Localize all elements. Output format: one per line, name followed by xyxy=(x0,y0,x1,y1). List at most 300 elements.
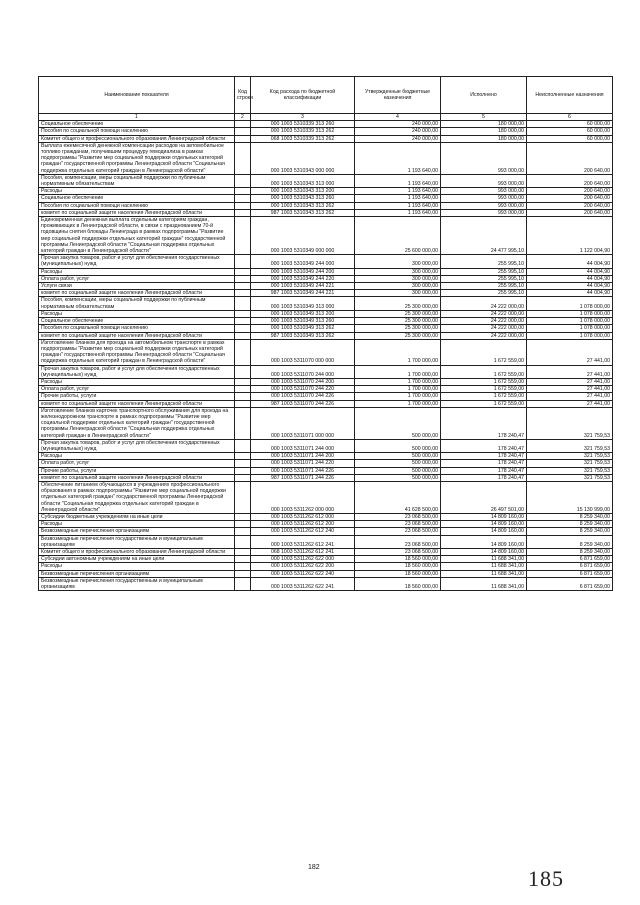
row-line-code xyxy=(235,202,251,209)
row-line-code xyxy=(235,460,251,467)
row-name: Социальное обеспечение xyxy=(39,195,235,202)
row-approved: 18 560 000,00 xyxy=(355,563,441,570)
row-executed: 14 809 160,00 xyxy=(441,549,527,556)
row-executed: 255 995,10 xyxy=(441,290,527,297)
row-unexecuted: 321 759,53 xyxy=(527,407,613,439)
row-executed: 24 222 000,00 xyxy=(441,325,527,332)
table-row xyxy=(39,453,613,460)
table-row xyxy=(39,142,613,174)
row-executed: 993 000,00 xyxy=(441,209,527,216)
row-unexecuted: 200 640,00 xyxy=(527,202,613,209)
row-line-code xyxy=(235,290,251,297)
table-row xyxy=(39,202,613,209)
row-budget-code: 000 1003 5311070 000 000 xyxy=(251,339,355,365)
row-budget-code: 000 1003 5310349 244 200 xyxy=(251,268,355,275)
row-name: Изготовление бланков карточек транспортного обслуживания для проезда на железнодорожном транспорте в рамках подпрограммы "Развитие мер социальной поддержки отдельных категорий граждан" государственной программы Ленинградской области "Социальная поддержка отдельных категорий граждан в Ленинградской области" xyxy=(39,407,235,439)
row-name: Пособия по социальной помощи населению xyxy=(39,128,235,135)
page-number: 182 xyxy=(308,864,320,871)
row-approved: 1 700 000,00 xyxy=(355,393,441,400)
row-unexecuted: 1 078 000,00 xyxy=(527,310,613,317)
row-unexecuted: 8 259 340,00 xyxy=(527,513,613,520)
row-line-code xyxy=(235,535,251,548)
table-row xyxy=(39,577,613,590)
row-approved: 1 700 000,00 xyxy=(355,386,441,393)
row-approved: 25 300 000,00 xyxy=(355,332,441,339)
row-approved: 500 000,00 xyxy=(355,453,441,460)
header-approved: Утвержденные бюджетные назначения xyxy=(355,77,441,114)
row-line-code xyxy=(235,188,251,195)
row-approved: 23 068 500,00 xyxy=(355,513,441,520)
row-executed: 180 000,00 xyxy=(441,135,527,142)
row-approved: 1 193 640,00 xyxy=(355,209,441,216)
row-line-code xyxy=(235,255,251,268)
row-executed: 993 000,00 xyxy=(441,142,527,174)
table-row xyxy=(39,268,613,275)
row-name: Расходы xyxy=(39,563,235,570)
row-unexecuted: 6 871 659,00 xyxy=(527,556,613,563)
row-line-code xyxy=(235,121,251,128)
row-name: Обеспечение питанием обучающихся в учреждениях профессионального образования в рамках подпрограммы "Развитие мер социальной поддержки отдельных категорий граждан" государственной программы Ленинградской области "Социальная поддержка отдельных категорий граждан в Ленинградской области" xyxy=(39,481,235,513)
header-budget-code: Код расхода по бюджетной классификации xyxy=(251,77,355,114)
table-row xyxy=(39,121,613,128)
row-budget-code: 000 1003 5311070 244 000 xyxy=(251,365,355,378)
row-name: Прочая закупка товаров, работ и услуг для обеспечения государственных (муниципальных) нужд xyxy=(39,365,235,378)
row-name: Комитет общего и профессионального образования Ленинградской области xyxy=(39,135,235,142)
row-approved: 300 000,00 xyxy=(355,290,441,297)
row-unexecuted: 27 441,00 xyxy=(527,378,613,385)
row-budget-code: 000 1003 5310349 313 000 xyxy=(251,297,355,310)
row-approved: 240 000,00 xyxy=(355,135,441,142)
row-line-code xyxy=(235,142,251,174)
row-budget-code: 000 1003 5310349 313 200 xyxy=(251,310,355,317)
row-unexecuted: 44 004,90 xyxy=(527,255,613,268)
row-unexecuted: 1 078 000,00 xyxy=(527,325,613,332)
table-row xyxy=(39,378,613,385)
row-executed: 993 000,00 xyxy=(441,174,527,187)
row-unexecuted: 60 000,00 xyxy=(527,135,613,142)
row-budget-code: 000 1003 5311070 244 200 xyxy=(251,378,355,385)
table-row xyxy=(39,365,613,378)
row-approved: 300 000,00 xyxy=(355,255,441,268)
table-row xyxy=(39,549,613,556)
row-unexecuted: 15 130 999,00 xyxy=(527,481,613,513)
table-row xyxy=(39,528,613,535)
row-budget-code: 987 1003 5311071 244 226 xyxy=(251,474,355,481)
row-approved: 23 068 500,00 xyxy=(355,521,441,528)
row-approved: 500 000,00 xyxy=(355,474,441,481)
row-budget-code: 000 1003 5311070 244 226 xyxy=(251,393,355,400)
table-row xyxy=(39,481,613,513)
row-budget-code: 000 1003 5311262 622 200 xyxy=(251,563,355,570)
row-line-code xyxy=(235,128,251,135)
row-budget-code: 068 1003 5311262 612 241 xyxy=(251,549,355,556)
row-budget-code: 000 1003 5310349 000 000 xyxy=(251,217,355,255)
row-budget-code: 000 1003 5311262 622 000 xyxy=(251,556,355,563)
table-row xyxy=(39,513,613,520)
row-line-code xyxy=(235,467,251,474)
row-line-code xyxy=(235,332,251,339)
row-line-code xyxy=(235,400,251,407)
row-line-code xyxy=(235,283,251,290)
row-unexecuted: 27 441,00 xyxy=(527,365,613,378)
row-name: Оплата работ, услуг xyxy=(39,386,235,393)
row-executed: 180 000,00 xyxy=(441,121,527,128)
table-row xyxy=(39,310,613,317)
row-budget-code: 000 1003 5310339 313 260 xyxy=(251,121,355,128)
row-executed: 255 995,10 xyxy=(441,283,527,290)
row-approved: 1 193 640,00 xyxy=(355,174,441,187)
table-row xyxy=(39,563,613,570)
table-row xyxy=(39,439,613,452)
row-approved: 1 700 000,00 xyxy=(355,400,441,407)
handwritten-page-stamp: 185 xyxy=(528,866,564,891)
row-approved: 18 560 000,00 xyxy=(355,577,441,590)
row-executed: 24 222 000,00 xyxy=(441,310,527,317)
row-name: Пособия по социальной помощи населению xyxy=(39,325,235,332)
table-row xyxy=(39,556,613,563)
row-name: Расходы xyxy=(39,188,235,195)
table-row xyxy=(39,174,613,187)
row-line-code xyxy=(235,275,251,282)
table-header-row xyxy=(39,77,613,114)
row-executed: 24 222 000,00 xyxy=(441,332,527,339)
row-unexecuted: 44 004,90 xyxy=(527,283,613,290)
row-line-code xyxy=(235,393,251,400)
row-approved: 300 000,00 xyxy=(355,275,441,282)
row-executed: 24 222 000,00 xyxy=(441,318,527,325)
row-budget-code: 068 1003 5310339 313 262 xyxy=(251,135,355,142)
row-line-code xyxy=(235,310,251,317)
row-line-code xyxy=(235,528,251,535)
row-approved: 25 300 000,00 xyxy=(355,325,441,332)
row-executed: 26 497 501,00 xyxy=(441,481,527,513)
row-budget-code: 000 1003 5311262 612 200 xyxy=(251,521,355,528)
row-executed: 993 000,00 xyxy=(441,188,527,195)
row-budget-code: 000 1003 5311071 244 226 xyxy=(251,467,355,474)
row-name: комитет по социальной защите населения Ленинградской области xyxy=(39,209,235,216)
row-line-code xyxy=(235,135,251,142)
row-executed: 178 240,47 xyxy=(441,407,527,439)
row-line-code xyxy=(235,318,251,325)
row-name: Субсидии автономным учреждениям на иные цели xyxy=(39,556,235,563)
row-approved: 25 300 000,00 xyxy=(355,310,441,317)
column-number: 6 xyxy=(527,114,613,121)
row-approved: 25 300 000,00 xyxy=(355,297,441,310)
row-unexecuted: 8 259 340,00 xyxy=(527,535,613,548)
row-unexecuted: 321 759,53 xyxy=(527,453,613,460)
table-row xyxy=(39,195,613,202)
table-row xyxy=(39,570,613,577)
row-executed: 1 672 559,00 xyxy=(441,386,527,393)
row-unexecuted: 8 259 340,00 xyxy=(527,549,613,556)
row-line-code xyxy=(235,339,251,365)
row-unexecuted: 6 871 659,00 xyxy=(527,563,613,570)
row-unexecuted: 1 078 000,00 xyxy=(527,332,613,339)
row-line-code xyxy=(235,268,251,275)
row-budget-code: 000 1003 5310349 313 260 xyxy=(251,318,355,325)
row-unexecuted: 1 078 000,00 xyxy=(527,297,613,310)
row-approved: 25 600 000,00 xyxy=(355,217,441,255)
row-line-code xyxy=(235,365,251,378)
header-executed: Исполнено xyxy=(441,77,527,114)
row-line-code xyxy=(235,453,251,460)
row-approved: 41 628 500,00 xyxy=(355,481,441,513)
row-executed: 178 240,47 xyxy=(441,460,527,467)
table-row xyxy=(39,535,613,548)
table-row xyxy=(39,467,613,474)
row-approved: 1 193 640,00 xyxy=(355,195,441,202)
row-executed: 14 809 160,00 xyxy=(441,521,527,528)
row-line-code xyxy=(235,481,251,513)
column-number: 3 xyxy=(251,114,355,121)
row-line-code xyxy=(235,378,251,385)
table-row xyxy=(39,386,613,393)
table-row xyxy=(39,393,613,400)
row-approved: 23 068 500,00 xyxy=(355,535,441,548)
row-name: Расходы xyxy=(39,378,235,385)
row-unexecuted: 60 000,00 xyxy=(527,121,613,128)
column-number: 1 xyxy=(39,114,235,121)
row-name: Выплата ежемесячной денежной компенсации расходов на автомобильное топливо гражданам, получившим процедуру гемодиализа в рамках подпрограммы "Развитие мер социальной поддержки отдельных категорий граждан" государственной программы Ленинградской области "Социальная поддержка отдельных категорий граждан в Ленинградской области" xyxy=(39,142,235,174)
row-name: Безвозмездные перечисления организациям xyxy=(39,528,235,535)
table-row xyxy=(39,521,613,528)
row-executed: 993 000,00 xyxy=(441,195,527,202)
row-unexecuted: 27 441,00 xyxy=(527,400,613,407)
row-executed: 255 995,10 xyxy=(441,275,527,282)
row-budget-code: 000 1003 5310343 313 260 xyxy=(251,195,355,202)
table-body xyxy=(39,121,613,591)
table-row xyxy=(39,400,613,407)
row-unexecuted: 200 640,00 xyxy=(527,174,613,187)
row-name: Расходы xyxy=(39,453,235,460)
row-budget-code: 000 1003 5311071 244 200 xyxy=(251,453,355,460)
row-budget-code: 000 1003 5311070 244 220 xyxy=(251,386,355,393)
row-executed: 24 222 000,00 xyxy=(441,297,527,310)
table-row xyxy=(39,474,613,481)
row-budget-code: 000 1003 5310349 313 262 xyxy=(251,325,355,332)
row-executed: 14 809 160,00 xyxy=(441,535,527,548)
row-line-code xyxy=(235,577,251,590)
row-budget-code: 987 1003 5310349 313 262 xyxy=(251,332,355,339)
row-name: комитет по социальной защите населения Ленинградской области xyxy=(39,332,235,339)
row-executed: 11 688 341,00 xyxy=(441,577,527,590)
row-line-code xyxy=(235,563,251,570)
row-unexecuted: 27 441,00 xyxy=(527,339,613,365)
row-line-code xyxy=(235,407,251,439)
row-approved: 500 000,00 xyxy=(355,439,441,452)
row-unexecuted: 321 759,53 xyxy=(527,474,613,481)
column-numbers-row xyxy=(39,114,613,121)
row-budget-code: 000 1003 5311262 612 241 xyxy=(251,535,355,548)
row-name: Оплата работ, услуг xyxy=(39,275,235,282)
row-line-code xyxy=(235,513,251,520)
row-unexecuted: 6 871 659,00 xyxy=(527,570,613,577)
row-unexecuted: 321 759,53 xyxy=(527,460,613,467)
row-name: Пособия, компенсации, меры социальной поддержки по публичным нормативным обязательствам xyxy=(39,174,235,187)
table-row xyxy=(39,407,613,439)
table-row xyxy=(39,188,613,195)
row-line-code xyxy=(235,174,251,187)
row-executed: 11 688 341,00 xyxy=(441,563,527,570)
row-unexecuted: 200 640,00 xyxy=(527,188,613,195)
row-name: Безвозмездные перечисления государственным и муниципальным организациям xyxy=(39,535,235,548)
row-approved: 500 000,00 xyxy=(355,407,441,439)
row-executed: 255 995,10 xyxy=(441,268,527,275)
row-name: Субсидии бюджетным учреждениям на иные цели xyxy=(39,513,235,520)
row-approved: 18 560 000,00 xyxy=(355,570,441,577)
table-row xyxy=(39,283,613,290)
row-unexecuted: 60 000,00 xyxy=(527,128,613,135)
header-name: Наименование показателя xyxy=(39,77,235,114)
row-approved: 1 193 640,00 xyxy=(355,188,441,195)
row-executed: 178 240,47 xyxy=(441,439,527,452)
row-line-code xyxy=(235,521,251,528)
row-line-code xyxy=(235,556,251,563)
row-budget-code: 000 1003 5310349 244 220 xyxy=(251,275,355,282)
row-unexecuted: 27 441,00 xyxy=(527,393,613,400)
row-name: Расходы xyxy=(39,310,235,317)
column-number: 5 xyxy=(441,114,527,121)
row-budget-code: 000 1003 5310343 313 200 xyxy=(251,188,355,195)
row-name: Расходы xyxy=(39,521,235,528)
row-executed: 1 672 559,00 xyxy=(441,400,527,407)
table-row xyxy=(39,217,613,255)
row-budget-code: 000 1003 5311071 244 220 xyxy=(251,460,355,467)
row-line-code xyxy=(235,325,251,332)
row-name: Социальное обеспечение xyxy=(39,318,235,325)
row-unexecuted: 27 441,00 xyxy=(527,386,613,393)
row-name: Расходы xyxy=(39,268,235,275)
row-approved: 300 000,00 xyxy=(355,268,441,275)
row-executed: 14 809 160,00 xyxy=(441,513,527,520)
row-executed: 993 000,00 xyxy=(441,202,527,209)
table-row xyxy=(39,332,613,339)
budget-table xyxy=(38,76,613,591)
row-executed: 255 995,10 xyxy=(441,255,527,268)
row-executed: 1 672 559,00 xyxy=(441,393,527,400)
row-unexecuted: 321 759,53 xyxy=(527,439,613,452)
row-approved: 1 700 000,00 xyxy=(355,339,441,365)
row-budget-code: 000 1003 5311262 000 000 xyxy=(251,481,355,513)
row-name: Социальное обеспечение xyxy=(39,121,235,128)
table-row xyxy=(39,318,613,325)
row-budget-code: 000 1003 5310349 244 000 xyxy=(251,255,355,268)
row-unexecuted: 8 259 340,00 xyxy=(527,528,613,535)
row-executed: 1 672 559,00 xyxy=(441,365,527,378)
row-line-code xyxy=(235,549,251,556)
row-executed: 178 240,47 xyxy=(441,453,527,460)
row-approved: 1 193 640,00 xyxy=(355,202,441,209)
row-unexecuted: 44 004,90 xyxy=(527,290,613,297)
row-name: Оплата работ, услуг xyxy=(39,460,235,467)
row-approved: 18 560 000,00 xyxy=(355,556,441,563)
row-unexecuted: 6 871 659,00 xyxy=(527,577,613,590)
row-line-code xyxy=(235,297,251,310)
row-budget-code: 000 1003 5310343 313 000 xyxy=(251,174,355,187)
row-budget-code: 000 1003 5311262 622 241 xyxy=(251,577,355,590)
row-approved: 23 068 500,00 xyxy=(355,549,441,556)
row-approved: 23 068 500,00 xyxy=(355,528,441,535)
row-line-code xyxy=(235,209,251,216)
row-approved: 240 000,00 xyxy=(355,121,441,128)
row-name: Прочие работы, услуги xyxy=(39,467,235,474)
table-row xyxy=(39,209,613,216)
column-number: 4 xyxy=(355,114,441,121)
row-unexecuted: 1 078 000,00 xyxy=(527,318,613,325)
row-name: комитет по социальной защите населения Ленинградской области xyxy=(39,290,235,297)
table-row xyxy=(39,275,613,282)
row-budget-code: 000 1003 5311071 244 000 xyxy=(251,439,355,452)
row-name: комитет по социальной защите населения Ленинградской области xyxy=(39,400,235,407)
row-approved: 300 000,00 xyxy=(355,283,441,290)
row-name: Единовременная денежная выплата отдельным категориям граждан, проживающих в Ленинградской области, в связи с празднованием 70-й годовщины снятия блокады Ленинграда в рамках подпрограммы "Развитие мер социальной поддержки отдельных категорий граждан" государственной программы Ленинградской области "Социальная поддержка отдельных категорий граждан в Ленинградской области" xyxy=(39,217,235,255)
column-number: 2 xyxy=(235,114,251,121)
row-unexecuted: 200 640,00 xyxy=(527,195,613,202)
row-name: Комитет общего и профессионального образования Ленинградской области xyxy=(39,549,235,556)
table-row xyxy=(39,339,613,365)
row-executed: 1 672 559,00 xyxy=(441,339,527,365)
row-name: Изготовление бланков для проезда на автомобильном транспорте в рамках подпрограммы "Развитие мер социальной поддержки отдельных категорий граждан" государственной программы Ленинградской области "Социальная поддержка отдельных категорий граждан в Ленинградской области" xyxy=(39,339,235,365)
row-line-code xyxy=(235,439,251,452)
row-name: Безвозмездные перечисления организациям xyxy=(39,570,235,577)
row-approved: 500 000,00 xyxy=(355,460,441,467)
row-executed: 11 688 341,00 xyxy=(441,570,527,577)
row-line-code xyxy=(235,570,251,577)
row-name: Услуги связи xyxy=(39,283,235,290)
table-row xyxy=(39,255,613,268)
row-executed: 180 000,00 xyxy=(441,128,527,135)
row-budget-code: 000 1003 5311262 612 240 xyxy=(251,528,355,535)
row-executed: 1 672 559,00 xyxy=(441,378,527,385)
row-unexecuted: 44 004,90 xyxy=(527,268,613,275)
row-unexecuted: 8 259 340,00 xyxy=(527,521,613,528)
row-budget-code: 000 1003 5311262 612 000 xyxy=(251,513,355,520)
row-budget-code: 000 1003 5310343 000 000 xyxy=(251,142,355,174)
row-executed: 14 809 160,00 xyxy=(441,528,527,535)
row-unexecuted: 200 640,00 xyxy=(527,209,613,216)
row-budget-code: 000 1003 5310339 313 262 xyxy=(251,128,355,135)
table-row xyxy=(39,128,613,135)
row-budget-code: 987 1003 5310343 313 262 xyxy=(251,209,355,216)
row-executed: 11 688 341,00 xyxy=(441,556,527,563)
row-name: Безвозмездные перечисления государственным и муниципальным организациям xyxy=(39,577,235,590)
table-row xyxy=(39,135,613,142)
row-unexecuted: 44 004,90 xyxy=(527,275,613,282)
row-line-code xyxy=(235,217,251,255)
row-budget-code: 000 1003 5311262 622 240 xyxy=(251,570,355,577)
row-unexecuted: 1 122 004,90 xyxy=(527,217,613,255)
row-name: Пособия по социальной помощи населению xyxy=(39,202,235,209)
row-budget-code: 000 1003 5310349 244 221 xyxy=(251,283,355,290)
row-executed: 178 240,47 xyxy=(441,467,527,474)
row-budget-code: 000 1003 5311071 000 000 xyxy=(251,407,355,439)
table-row xyxy=(39,460,613,467)
table-row xyxy=(39,325,613,332)
row-approved: 500 000,00 xyxy=(355,467,441,474)
table-row xyxy=(39,297,613,310)
row-executed: 178 240,47 xyxy=(441,474,527,481)
row-approved: 1 193 640,00 xyxy=(355,142,441,174)
row-approved: 25 300 000,00 xyxy=(355,318,441,325)
row-line-code xyxy=(235,474,251,481)
row-name: Прочие работы, услуги xyxy=(39,393,235,400)
row-name: комитет по социальной защите населения Ленинградской области xyxy=(39,474,235,481)
row-line-code xyxy=(235,195,251,202)
row-budget-code: 987 1003 5310349 244 221 xyxy=(251,290,355,297)
row-name: Прочая закупка товаров, работ и услуг для обеспечения государственных (муниципальных) нужд xyxy=(39,255,235,268)
row-approved: 1 700 000,00 xyxy=(355,378,441,385)
header-unexecuted: Неисполненные назначения xyxy=(527,77,613,114)
